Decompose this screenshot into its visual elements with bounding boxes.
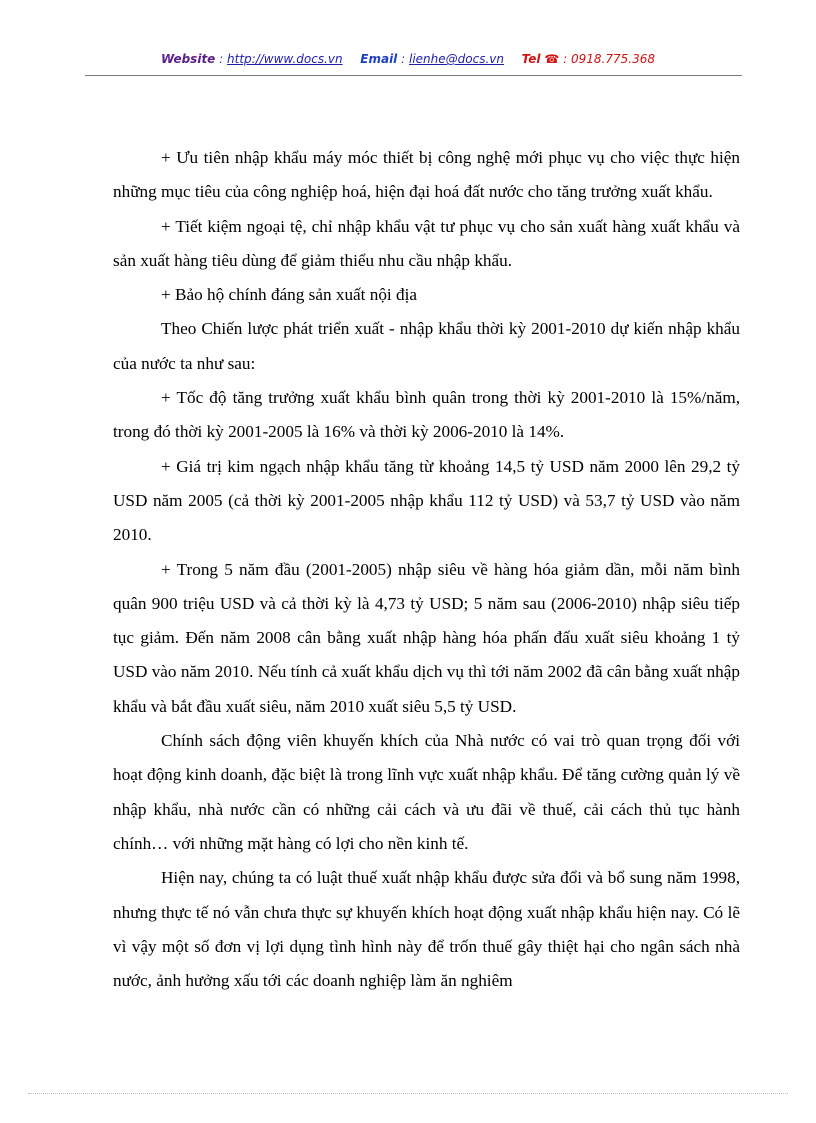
website-link[interactable]: http://www.docs.vn bbox=[227, 52, 343, 66]
page-header bbox=[0, 50, 816, 68]
email-link[interactable]: lienhe@docs.vn bbox=[409, 52, 504, 66]
paragraph-save-currency: + Tiết kiệm ngoại tệ, chỉ nhập khẩu vật tư phục vụ cho sản xuất hàng xuất khẩu và sản xuất hàng tiêu dùng để giảm thiểu nhu cầu nhập khẩu. bbox=[113, 216, 740, 270]
paragraph-tax-law: Hiện nay, chúng ta có luật thuế xuất nhập khẩu được sửa đổi và bổ sung năm 1998, nhưng thực tế nó vẫn chưa thực sự khuyến khích hoạt động xuất nhập khẩu hiện nay. Có lẽ vì vậy một số đơn vị lợi dụng tình hình này để trốn thuế gây thiệt hại cho ngân sách nhà nước, ảnh hưởng xấu tới các doanh nghiệp làm ăn nghiêm bbox=[113, 868, 740, 991]
tel-number: 0918.775.368 bbox=[571, 52, 655, 66]
paragraph-strategy-intro: Theo Chiến lược phát triển xuất - nhập khẩu thời kỳ 2001-2010 dự kiến nhập khẩu của nước ta như sau: bbox=[113, 319, 740, 373]
paragraph-growth-rate: + Tốc độ tăng trưởng xuất khẩu bình quân trong thời kỳ 2001-2010 là 15%/năm, trong đó thời kỳ 2001-2005 là 16% và thời kỳ 2006-2010 là 14%. bbox=[113, 388, 740, 442]
document-body bbox=[113, 141, 740, 998]
footer-divider bbox=[28, 1093, 788, 1094]
telephone-icon: ☎ bbox=[544, 52, 560, 66]
website-separator: : bbox=[219, 52, 224, 66]
email-label: Email bbox=[360, 52, 398, 66]
header-divider bbox=[85, 75, 742, 76]
paragraph-state-policy: Chính sách động viên khuyến khích của Nhà nước có vai trò quan trọng đối với hoạt động kinh doanh, đặc biệt là trong lĩnh vực xuất nhập khẩu. Để tăng cường quản lý về nhập khẩu, nhà nước cần có những cải cách và ưu đãi về thuế, cải cách thủ tục hành chính… với những mặt hàng có lợi cho nền kinh tế. bbox=[113, 731, 740, 853]
paragraph-priority-import: + Ưu tiên nhập khẩu máy móc thiết bị công nghệ mới phục vụ cho việc thực hiện những mục tiêu của công nghiệp hoá, hiện đại hoá đất nước cho tăng trưởng xuất khẩu. bbox=[113, 148, 740, 202]
paragraph-import-value: + Giá trị kim ngạch nhập khẩu tăng từ khoảng 14,5 tỷ USD năm 2000 lên 29,2 tỷ USD năm 2005 (cả thời kỳ 2001-2005 nhập khẩu 112 tỷ USD) và 53,7 tỷ USD vào năm 2010. bbox=[113, 456, 740, 545]
website-label: Website bbox=[160, 52, 216, 66]
tel-label: Tel bbox=[521, 52, 541, 66]
tel-separator: : bbox=[563, 52, 568, 66]
paragraph-trade-deficit: + Trong 5 năm đầu (2001-2005) nhập siêu về hàng hóa giảm dần, mỗi năm bình quân 900 triệu USD và cả thời kỳ là 4,73 tỷ USD; 5 năm sau (2006-2010) nhập siêu tiếp tục giảm. Đến năm 2008 cân bằng xuất nhập hàng hóa phấn đấu xuất siêu khoảng 1 tỷ USD vào năm 2010. Nếu tính cả xuất khẩu dịch vụ thì tới năm 2002 đã cân bằng xuất nhập khẩu và bắt đầu xuất siêu, năm 2010 xuất siêu 5,5 tỷ USD. bbox=[113, 559, 740, 716]
paragraph-protect-domestic: + Bảo hộ chính đáng sản xuất nội địa bbox=[161, 285, 417, 305]
email-separator: : bbox=[401, 52, 406, 66]
